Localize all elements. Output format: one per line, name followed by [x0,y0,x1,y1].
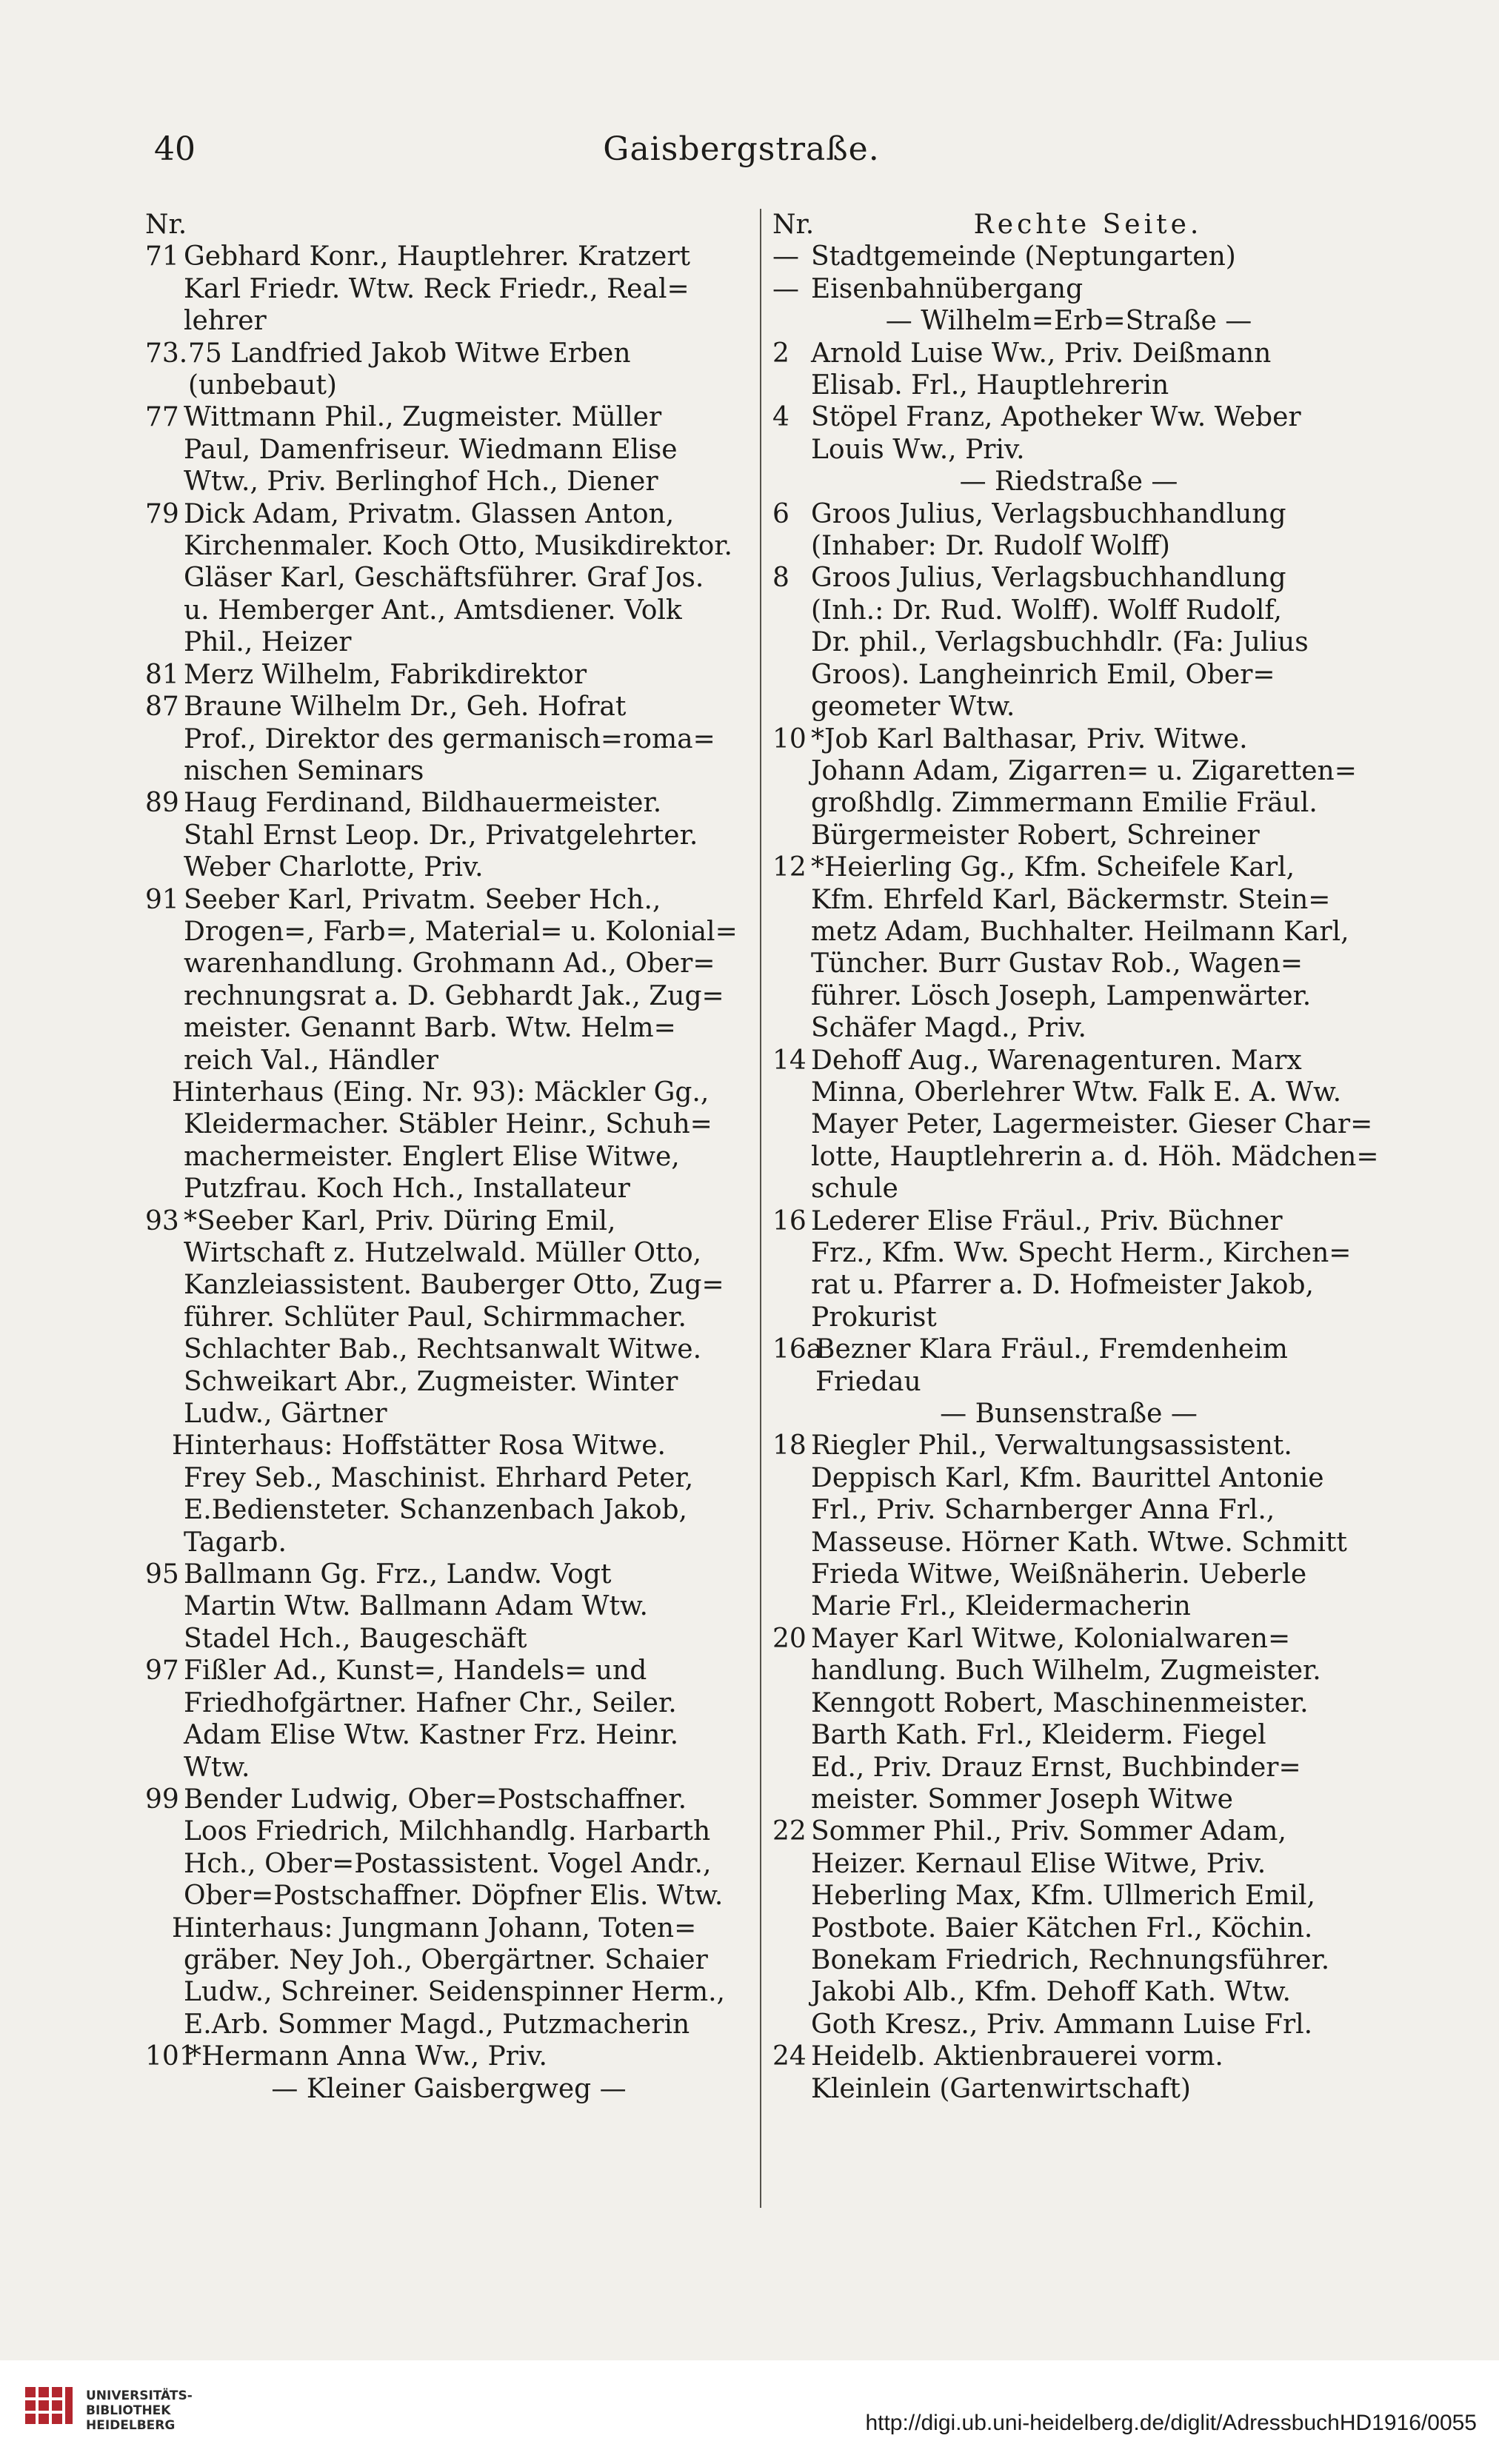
entry-line: machermeister. Englert Elise Witwe, [184,1141,680,1172]
entry-line: 75 Landfried Jakob Witwe Erben [188,338,631,369]
address-entry [145,338,752,402]
house-number: 99 [145,1784,179,1815]
address-entry [772,723,1365,852]
rear-building-line: Hinterhaus (Eing. Nr. 93): Mäckler Gg., [172,1077,710,1108]
footer-bar [0,2360,1499,2464]
entry-line: reich Val., Händler [184,1045,438,1076]
entry-line: Barth Kath. Frl., Kleiderm. Fiegel [811,1720,1266,1751]
entry-line: rat u. Pfarrer a. D. Hofmeister Jakob, [811,1270,1314,1301]
entry-line: Phil., Heizer [184,627,352,658]
cross-street-heading: — Wilhelm=Erb=Straße — [885,306,1252,337]
address-entry [772,851,1365,1044]
entry-line: (unbebaut) [188,370,337,401]
entry-line: gräber. Ney Joh., Obergärtner. Schaier [184,1944,708,1975]
house-number: 18 [772,1430,807,1462]
entry-line: Riegler Phil., Verwaltungsassistent. [811,1430,1292,1462]
entry-line: Frz., Kfm. Ww. Specht Herm., Kirchen= [811,1238,1352,1268]
address-entry [145,1559,752,1655]
entry-line: schule [811,1174,898,1205]
entry-line: geometer Wtw. [811,692,1015,723]
logo-line-1: UNIVERSITÄTS- [86,2388,193,2403]
address-entry [772,498,1365,563]
address-entry [772,1205,1365,1334]
house-number: 4 [772,402,789,433]
entry-line: *Heierling Gg., Kfm. Scheifele Karl, [811,852,1295,883]
entry-line: Kfm. Ehrfeld Karl, Bäckermstr. Stein= [811,884,1331,915]
address-entry [145,2040,752,2072]
address-entry [772,273,1365,305]
entry-line: Schäfer Magd., Priv. [811,1013,1086,1044]
house-number: 8 [772,563,789,594]
library-name [86,2388,193,2433]
house-number: 101 [145,2041,196,2072]
entry-line: *Hermann Anna Ww., Priv. [188,2041,547,2072]
address-entry [145,1784,752,1912]
address-entry [772,241,1365,272]
entry-line: führer. Lösch Joseph, Lampenwärter. [811,980,1312,1011]
cross-street-heading: — Bunsenstraße — [940,1399,1198,1430]
logo-line-3: HEIDELBERG [86,2418,176,2433]
address-entry [145,1655,752,1784]
address-entry [145,241,752,337]
entry-line: handlung. Buch Wilhelm, Zugmeister. [811,1656,1321,1687]
entry-line: Braune Wilhelm Dr., Geh. Hofrat [184,692,627,723]
entry-line: Johann Adam, Zigarren= u. Zigaretten= [811,755,1357,786]
entry-line: warenhandlung. Grohmann Ad., Ober= [184,948,715,980]
address-entry [772,1430,1365,1622]
entry-line: (Inh.: Dr. Rud. Wolff). Wolff Rudolf, [811,595,1282,626]
entry-line: Karl Friedr. Wtw. Reck Friedr., Real= [184,273,690,304]
entry-line: Frieda Witwe, Weißnäherin. Ueberle [811,1559,1307,1590]
address-entry [145,1108,752,1205]
entry-line: Postbote. Baier Kätchen Frl., Köchin. [811,1912,1313,1944]
entry-line: Jakobi Alb., Kfm. Dehoff Kath. Wtw. [811,1977,1291,2008]
house-number: — [772,241,799,272]
entry-line: Groos Julius, Verlagsbuchhandlung [811,563,1286,594]
entry-line: Dr. phil., Verlagsbuchhdlr. (Fa: Julius [811,627,1309,658]
entry-line: rechnungsrat a. D. Gebhardt Jak., Zug= [184,980,724,1011]
entry-line: E.Bediensteter. Schanzenbach Jakob, [184,1495,687,1526]
entry-line: Goth Kresz., Priv. Ammann Luise Frl. [811,2009,1313,2040]
house-number: 12 [772,852,807,883]
entry-line: Tüncher. Burr Gustav Rob., Wagen= [811,948,1303,980]
entry-line: Wittmann Phil., Zugmeister. Müller [184,402,662,433]
entry-line: Putzfrau. Koch Hch., Installateur [184,1174,630,1205]
house-number: 10 [772,723,807,754]
entry-line: Adam Elise Wtw. Kastner Frz. Heinr. [184,1720,679,1751]
entry-line: Stöpel Franz, Apotheker Ww. Weber [811,402,1301,433]
entry-line: Friedau [815,1366,921,1397]
entry-line: meister. Genannt Barb. Wtw. Helm= [184,1013,676,1044]
entry-line: (Inhaber: Dr. Rudolf Wolff) [811,531,1170,562]
entry-line: Mayer Karl Witwe, Kolonialwaren= [811,1623,1291,1654]
entry-line: Bezner Klara Fräul., Fremdenheim [815,1334,1288,1365]
cross-street-heading: — Riedstraße — [959,466,1178,498]
entry-line: Mayer Peter, Lagermeister. Gieser Char= [811,1109,1373,1140]
house-number: 24 [772,2041,807,2072]
entry-line: Minna, Oberlehrer Wtw. Falk E. A. Ww. [811,1077,1342,1108]
house-number: — [772,273,799,304]
entry-line: u. Hemberger Ant., Amtsdiener. Volk [184,595,682,626]
entry-line: Stadtgemeinde (Neptungarten) [811,241,1236,272]
entry-line: Dick Adam, Privatm. Glassen Anton, [184,498,675,529]
entry-line: Kenngott Robert, Maschinenmeister. [811,1687,1309,1718]
entry-line: großhdlg. Zimmermann Emilie Fräul. [811,788,1318,819]
entry-line: Wtw., Priv. Berlinghof Hch., Diener [184,466,658,498]
entry-line: Weber Charlotte, Priv. [184,852,484,883]
page-header [154,130,1329,175]
entry-line: nischen Seminars [184,755,424,786]
rear-building-line: Hinterhaus: Hoffstätter Rosa Witwe. [172,1430,666,1462]
entry-line: Bender Ludwig, Ober=Postschaffner. [184,1784,687,1815]
street-title: Gaisbergstraße. [603,130,880,168]
left-column-heading: Nr. [145,210,187,240]
address-entry [772,2040,1365,2105]
column-divider [760,209,761,2208]
entry-line: lehrer [184,306,267,337]
entry-line: metz Adam, Buchhalter. Heilmann Karl, [811,916,1349,947]
cross-street-heading: — Kleiner Gaisbergweg — [271,2073,627,2104]
entry-line: Stadel Hch., Baugeschäft [184,1623,527,1654]
entry-line: Prokurist [811,1302,937,1333]
page-number: 40 [154,130,196,168]
entry-line: Louis Ww., Priv. [811,434,1025,465]
entry-line: Heidelb. Aktienbrauerei vorm. [811,2041,1223,2072]
entry-line: Groos Julius, Verlagsbuchhandlung [811,498,1286,529]
house-number: 2 [772,338,789,369]
entry-line: Haug Ferdinand, Bildhauermeister. [184,788,662,819]
entry-line: Schweikart Abr., Zugmeister. Winter [184,1366,678,1397]
heading-no: Nr. [772,210,815,240]
house-number: 97 [145,1656,179,1687]
entry-line: Gebhard Konr., Hauptlehrer. Kratzert [184,241,691,272]
address-entry [145,787,752,883]
entry-line: Merz Wilhelm, Fabrikdirektor [184,659,587,690]
house-number: 93 [145,1205,179,1236]
house-number: 95 [145,1559,179,1590]
entry-line: Fißler Ad., Kunst=, Handels= und [184,1656,647,1687]
right-column-heading [772,209,1365,241]
entry-line: Eisenbahnübergang [811,273,1084,304]
address-entry [772,1815,1365,2040]
entry-line: Ober=Postschaffner. Döpfner Elis. Wtw. [184,1881,724,1912]
entry-line: Paul, Damenfriseur. Wiedmann Elise [184,434,678,465]
entry-line: Masseuse. Hörner Kath. Wtwe. Schmitt [811,1527,1347,1558]
logo-line-2: BIBLIOTHEK [86,2403,171,2418]
entry-line: Heberling Max, Kfm. Ullmerich Emil, [811,1881,1315,1912]
address-entry [772,338,1365,402]
entry-line: Stahl Ernst Leop. Dr., Privatgelehrter. [184,820,698,851]
house-number: 14 [772,1045,807,1076]
entry-line: Kleidermacher. Stäbler Heinr., Schuh= [184,1109,712,1140]
house-number: 91 [145,884,179,915]
house-number: 22 [772,1816,807,1847]
entry-line: Elisab. Frl., Hauptlehrerin [811,370,1169,401]
entry-line: Dehoff Aug., Warenagenturen. Marx [811,1045,1302,1076]
library-logo [22,2375,193,2446]
entry-line: Bonekam Friedrich, Rechnungsführer. [811,1944,1330,1975]
entry-line: Frl., Priv. Scharnberger Anna Frl., [811,1495,1275,1526]
entry-line: Ludw., Gärtner [184,1399,387,1430]
address-entry [145,401,752,498]
entry-line: Bürgermeister Robert, Schreiner [811,820,1260,851]
address-entry [145,1944,752,2040]
entry-line: *Job Karl Balthasar, Priv. Witwe. [811,723,1248,754]
entry-line: lotte, Hauptlehrerin a. d. Höh. Mädchen= [811,1141,1379,1172]
house-number: 20 [772,1623,807,1654]
house-number: 77 [145,402,179,433]
entry-line: *Seeber Karl, Priv. Düring Emil, [184,1205,616,1236]
address-entry [772,1333,1365,1398]
entry-line: Loos Friedrich, Milchhandlg. Harbarth [184,1816,711,1847]
entry-line: Kanzleiassistent. Bauberger Otto, Zug= [184,1270,724,1301]
house-number: 16a [772,1334,823,1365]
address-entry [772,562,1365,723]
entry-line: meister. Sommer Joseph Witwe [811,1784,1233,1815]
entry-line: Martin Wtw. Ballmann Adam Wtw. [184,1591,648,1622]
entry-line: Marie Frl., Kleidermacherin [811,1591,1191,1622]
entry-line: Ballmann Gg. Frz., Landw. Vogt [184,1559,612,1590]
left-column [145,209,752,2105]
address-entry [145,691,752,787]
entry-line: E.Arb. Sommer Magd., Putzmacherin [184,2009,690,2040]
rear-building-line: Hinterhaus: Jungmann Johann, Toten= [172,1912,697,1944]
entry-line: Wtw. [184,1752,250,1783]
address-entry [772,401,1365,466]
entry-line: Prof., Direktor des germanisch=roma= [184,723,715,754]
house-number: 71 [145,241,179,272]
house-number: 79 [145,498,179,529]
source-url-link[interactable]: http://digi.ub.uni-heidelberg.de/diglit/AdressbuchHD1916/0055 [865,2411,1477,2435]
house-number: 6 [772,498,789,529]
address-entry [145,1462,752,1559]
house-number: 16 [772,1205,807,1236]
entry-line: Groos). Langheinrich Emil, Ober= [811,659,1275,690]
address-entry [772,1045,1379,1205]
house-number: 81 [145,659,179,690]
entry-line: Ludw., Schreiner. Seidenspinner Herm., [184,1977,725,2008]
right-column [772,209,1379,2105]
entry-line: Frey Seb., Maschinist. Ehrhard Peter, [184,1462,694,1493]
entry-line: Kleinlein (Gartenwirtschaft) [811,2073,1191,2104]
entry-line: Hch., Ober=Postassistent. Vogel Andr., [184,1848,712,1879]
entry-line: Deppisch Karl, Kfm. Baurittel Antonie [811,1462,1324,1493]
entry-line: Sommer Phil., Priv. Sommer Adam, [811,1816,1286,1847]
entry-line: Arnold Luise Ww., Priv. Deißmann [811,338,1272,369]
library-seal-icon [22,2383,76,2442]
house-number: 89 [145,788,179,819]
entry-line: Heizer. Kernaul Elise Witwe, Priv. [811,1848,1266,1879]
entry-line: Drogen=, Farb=, Material= u. Kolonial= [184,916,738,947]
entry-line: führer. Schlüter Paul, Schirmmacher. [184,1302,687,1333]
address-entry [772,1623,1365,1815]
entry-line: Tagarb. [184,1527,287,1558]
entry-line: Seeber Karl, Privatm. Seeber Hch., [184,884,661,915]
heading-side: Rechte Seite. [973,210,1203,240]
house-number: 73. [145,338,188,369]
address-entry [145,498,752,659]
address-entry [145,884,752,1077]
entry-line: Lederer Elise Fräul., Priv. Büchner [811,1205,1283,1236]
entry-line: Wirtschaft z. Hutzelwald. Müller Otto, [184,1238,702,1268]
entry-line: Kirchenmaler. Koch Otto, Musikdirektor. [184,531,732,562]
entry-line: Schlachter Bab., Rechtsanwalt Witwe. [184,1334,702,1365]
address-entry [145,659,752,691]
house-number: 87 [145,692,179,723]
address-entry [145,1205,752,1430]
entry-line: Gläser Karl, Geschäftsführer. Graf Jos. [184,563,704,594]
entry-line: Friedhofgärtner. Hafner Chr., Seiler. [184,1687,677,1718]
entry-line: Ed., Priv. Drauz Ernst, Buchbinder= [811,1752,1301,1783]
